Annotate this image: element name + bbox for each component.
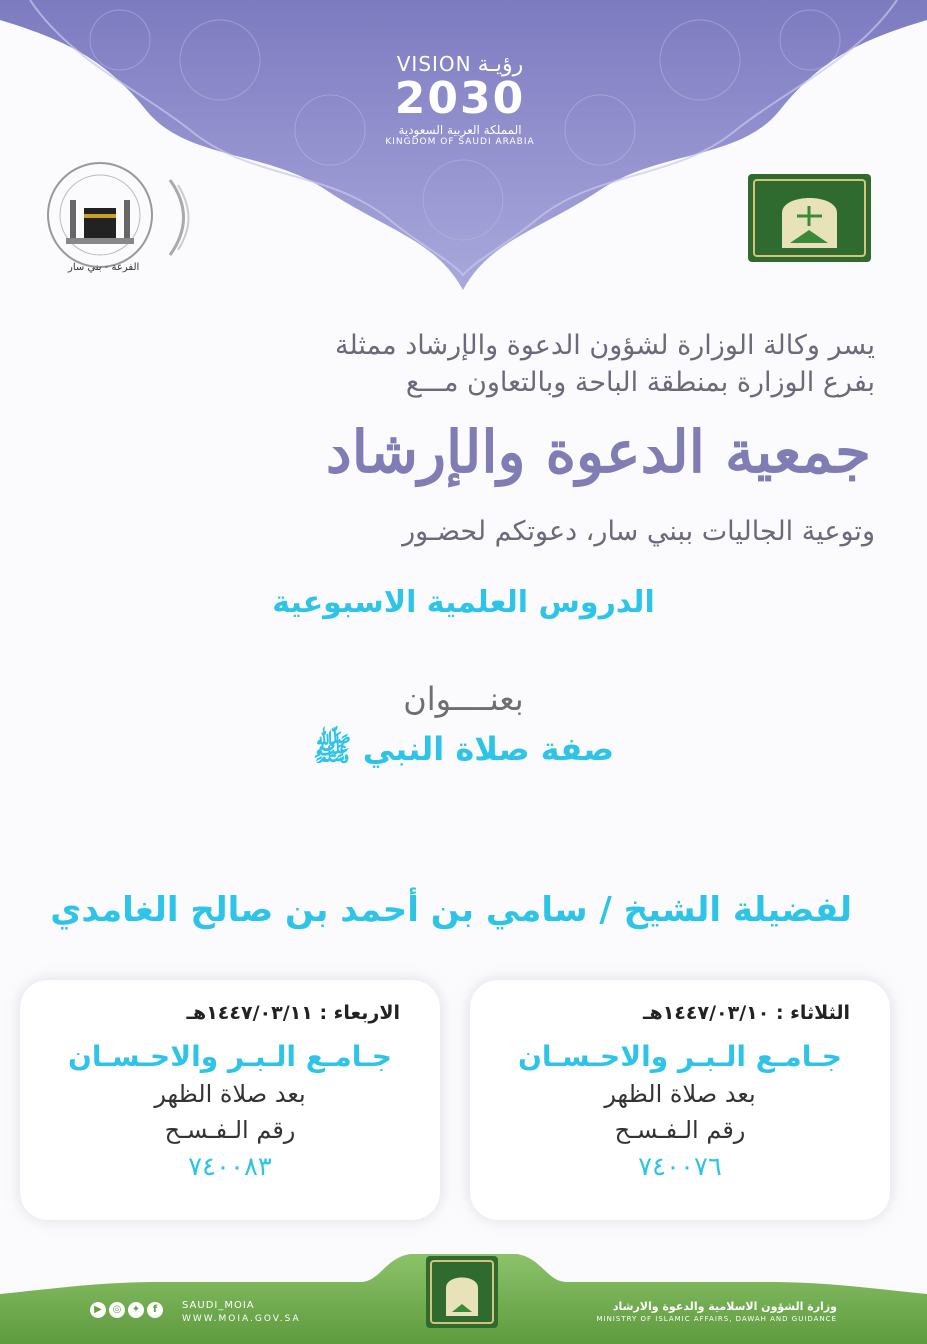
kingdom-ar: المملكة العربية السعودية <box>398 123 522 137</box>
session-room-number: ٧٤٠٠٧٦ <box>638 1152 722 1182</box>
intro-line-3: وتوعية الجاليات ببني سار، دعوتكم لحضـور <box>402 516 875 547</box>
session-time: بعد صلاة الظهر <box>604 1080 756 1108</box>
vision-year: 2030 <box>394 73 526 124</box>
association-logo <box>10 160 190 280</box>
session-room-label: رقم الـفـسـح <box>164 1116 296 1144</box>
youtube-icon[interactable]: ▶ <box>90 1302 106 1318</box>
kingdom-en: KINGDOM OF SAUDI ARABIA <box>385 137 535 147</box>
social-handle[interactable]: SAUDI_MOIA <box>182 1300 255 1311</box>
intro-line-1: يسر وكالة الوزارة لشؤون الدعوة والإرشاد ممثلة <box>335 330 875 361</box>
session-day: الاربعاء : ١٤٤٧/٠٣/١١هـ <box>186 1002 400 1024</box>
session-card-tuesday <box>470 980 890 1220</box>
session-card-wednesday <box>20 980 440 1220</box>
lesson-series: الدروس العلمية الاسبوعية <box>272 585 655 620</box>
instagram-icon[interactable]: ◎ <box>109 1302 125 1318</box>
social-icons <box>90 1302 163 1318</box>
ministry-name-en: MINISTRY OF ISLAMIC AFFAIRS, DAWAH AND GUIDANCE <box>596 1315 837 1323</box>
vision-ar: رؤيـة <box>477 52 524 77</box>
intro-line-2: بفرع الوزارة بمنطقة الباحة وبالتعاون مـــع <box>405 367 875 398</box>
title-label: بعنــــوان <box>403 680 524 718</box>
session-time: بعد صلاة الظهر <box>154 1080 306 1108</box>
sheikh-name: لفضيلة الشيخ / سامي بن أحمد بن صالح الغامدي <box>50 890 852 930</box>
session-day: الثلاثاء : ١٤٤٧/٠٣/١٠هـ <box>643 1002 850 1024</box>
ministry-logo <box>742 168 877 268</box>
session-room-label: رقم الـفـسـح <box>614 1116 746 1144</box>
kaaba-seal-icon <box>10 160 190 270</box>
session-mosque: جـامـع الـبـر والاحـسـان <box>518 1040 842 1073</box>
association-name: جمعية الدعوة والإرشاد <box>325 418 871 486</box>
facebook-icon[interactable]: f <box>147 1302 163 1318</box>
ministry-name-ar: وزارة الشؤون الاسلامية والدعوة والارشاد <box>612 1300 837 1313</box>
association-logo-caption: الفرعة - بني سار <box>68 262 140 273</box>
website-link[interactable]: WWW.MOIA.GOV.SA <box>182 1314 301 1324</box>
footer-ministry-logo <box>404 1250 520 1334</box>
vision-word: VISION <box>396 52 472 76</box>
vision-2030-logo <box>330 52 590 147</box>
session-room-number: ٧٤٠٠٨٣ <box>188 1152 272 1182</box>
session-mosque: جـامـع الـبـر والاحـسـان <box>68 1040 392 1073</box>
lesson-topic: صفة صلاة النبي ﷺ <box>312 730 615 768</box>
twitter-icon[interactable]: ✦ <box>128 1302 144 1318</box>
